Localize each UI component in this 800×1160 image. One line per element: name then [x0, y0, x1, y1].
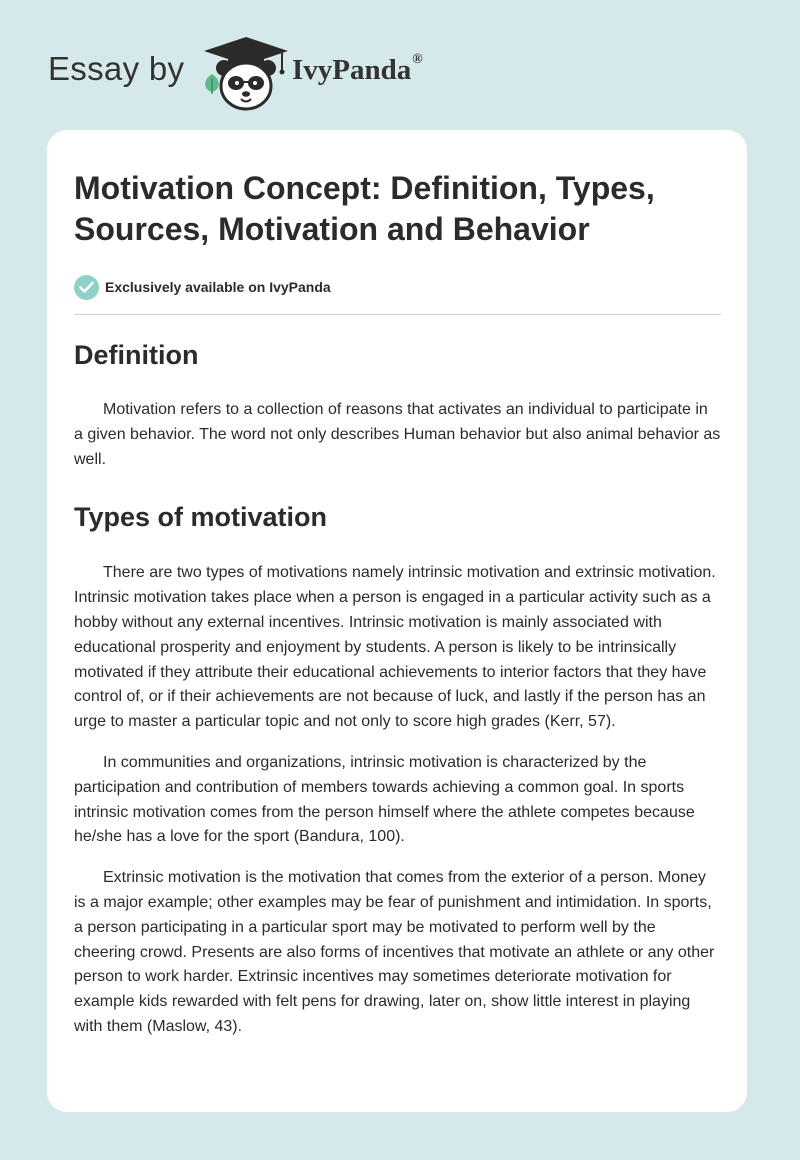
- brand-name[interactable]: [292, 54, 423, 87]
- paragraph: In communities and organizations, intrinsic motivation is characterized by the participation and contribution of members towards achieving a common goal. In sports intrinsic motivation comes from the person himself where the athlete competes because he/she has a love for the sport (Bandura, 100).: [74, 753, 695, 846]
- brand-name-text: IvyPanda: [292, 54, 412, 86]
- paragraph: Extrinsic motivation is the motivation that comes from the exterior of a person. Money is a major example; other examples may be fear of punishment and intimidation. In sports, a person participating in a particular sport may be motivated to perform well by the cheering crowd. Presents are also forms of incentives that motivate an athlete or any other person to work harder. Extrinsic incentives may sometimes deteriorate motivation for example kids rewarded with felt pens for drawing, later on, show little interest in playing with them (Maslow, 43).: [74, 869, 715, 1035]
- exclusive-badge: [74, 273, 721, 301]
- page-title: Motivation Concept: Definition, Types, Sources, Motivation and Behavior: [74, 170, 655, 247]
- exclusive-badge-label: Exclusively available on IvyPanda: [105, 279, 331, 295]
- divider: [74, 314, 721, 315]
- registered-mark: ®: [412, 52, 423, 67]
- essay-card: [47, 130, 747, 1112]
- site-header: [0, 0, 800, 125]
- check-circle-icon: [74, 275, 99, 300]
- paragraph: Motivation refers to a collection of reasons that activates an individual to participate in a given behavior. The word not only describes Human behavior but also animal behavior as well.: [74, 401, 721, 468]
- section-heading-types: Types of motivation: [74, 502, 328, 533]
- brand-prefix: Essay by: [48, 50, 185, 87]
- paragraph: There are two types of motivations namely intrinsic motivation and extrinsic motivation. Intrinsic motivation takes place when a person is engaged in a particular activity such as a hobby without any external incentives. Intrinsic motivation is mainly associated with educational prosperity and enjoyment by students. A person is likely to be intrinsically motivated if they attribute their educational achievements to interior factors that they have control of, or if their achievements are not because of luck, and lastly if the person has an urge to master a particular topic and not only to score high grades (Kerr, 57).: [74, 564, 716, 731]
- section-heading-definition: Definition: [74, 340, 199, 370]
- panda-logo-icon[interactable]: [198, 34, 294, 114]
